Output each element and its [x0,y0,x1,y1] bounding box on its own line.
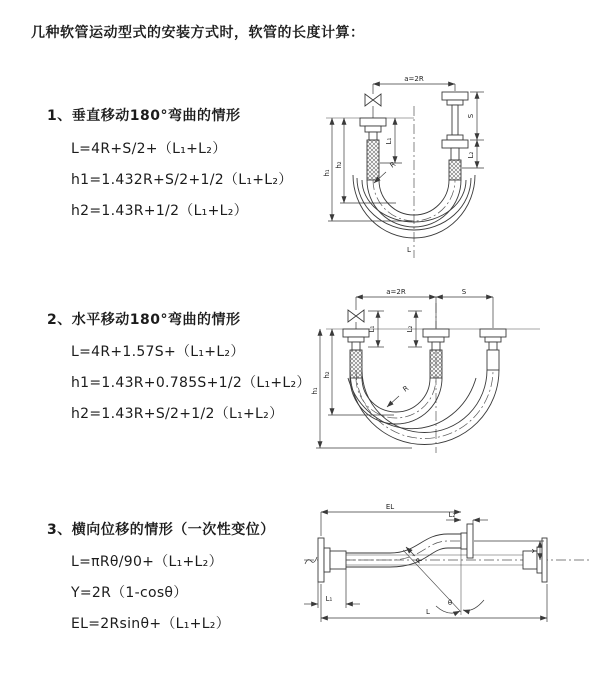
dim-s [467,92,484,140]
section-1-formula-L: L=4R+S/2+（L₁+L₂） [71,141,227,157]
radius-label: R [401,384,411,394]
dim-l2 [446,511,488,524]
dim-el [321,503,461,536]
dim-label-h2: h₂ [335,161,343,169]
dim-label-a2r: a=2R [386,288,406,296]
top-right-flange-displaced [461,524,473,558]
radius-label: R [414,556,424,566]
dim-l1 [304,569,360,608]
dim-label-l1: L₁ [385,137,393,145]
length-label: L [407,246,411,254]
dim-label-h1: h₁ [323,169,331,177]
section-2-formula-h1: h1=1.43R+0.785S+1/2（L₁+L₂） [71,375,311,391]
section-1-heading: 1、垂直移动180°弯曲的情形 [47,108,241,124]
dim-label-l1: L₁ [368,325,376,333]
dim-label-s: S [461,288,467,296]
left-flange-fitting [318,538,346,582]
radius-callout [387,384,410,407]
dim-label-a2r: a=2R [404,75,424,83]
dim-span-a2r [356,288,436,328]
dim-label-l1: L₁ [325,595,333,603]
section-3-formula-L: L=πRθ/90+（L₁+L₂） [71,554,223,570]
dim-s [436,288,493,328]
angle-theta-label: θ [447,599,453,607]
dim-label-l2: L₂ [448,511,456,519]
section-2-formula-L: L=4R+1.57S+（L₁+L₂） [71,344,245,360]
right-hose-braid [449,160,461,180]
length-label: L [426,608,430,616]
section-3-heading: 3、横向位移的情形（一次性变位） [47,522,275,538]
right-pipe-fitting [442,92,468,160]
dim-label-el: EL [385,503,395,511]
dim-span-a2r [373,75,455,91]
pipe-fitting-2 [423,329,449,350]
dim-label-y: Y [531,548,539,554]
pipe-fitting-1 [343,329,369,350]
diagram-horizontal-180-bend [308,283,600,461]
left-pipe-fitting [360,118,386,140]
page-title: 几种软管运动型式的安装方式时，软管的长度计算： [31,25,365,41]
dim-h1 [311,329,412,448]
diagram-lateral-displacement [298,500,600,648]
diagram-vertical-180-bend [310,68,600,264]
section-3-formula-EL: EL=2Rsinθ+（L₁+L₂） [71,616,231,632]
hose-bend-arcs [348,370,499,445]
left-hose-braid [367,140,379,180]
dim-l [321,584,547,622]
pipe-break-symbol [305,557,317,564]
section-1-formula-h1: h1=1.432R+S/2+1/2（L₁+L₂） [71,172,293,188]
dim-label-l2: L₂ [406,325,414,333]
dim-label-l2: L₂ [467,151,475,159]
section-1-formula-h2: h2=1.43R+1/2（L₁+L₂） [71,203,248,219]
valve-icon [365,84,381,118]
valve-icon [348,297,364,329]
pipe-fitting-3-displaced [480,329,506,370]
dim-label-h2: h₂ [323,371,331,379]
right-flange-original [523,538,547,582]
section-2-heading: 2、水平移动180°弯曲的情形 [47,312,241,328]
dim-label-s: S [467,113,475,119]
hose-braid-2 [430,350,442,378]
section-3-formula-Y: Y=2R（1-cosθ） [71,585,188,601]
dim-label-h1: h₁ [311,387,319,395]
radius-label: R [388,160,398,170]
section-2-formula-h2: h2=1.43R+S/2+1/2（L₁+L₂） [71,406,284,422]
